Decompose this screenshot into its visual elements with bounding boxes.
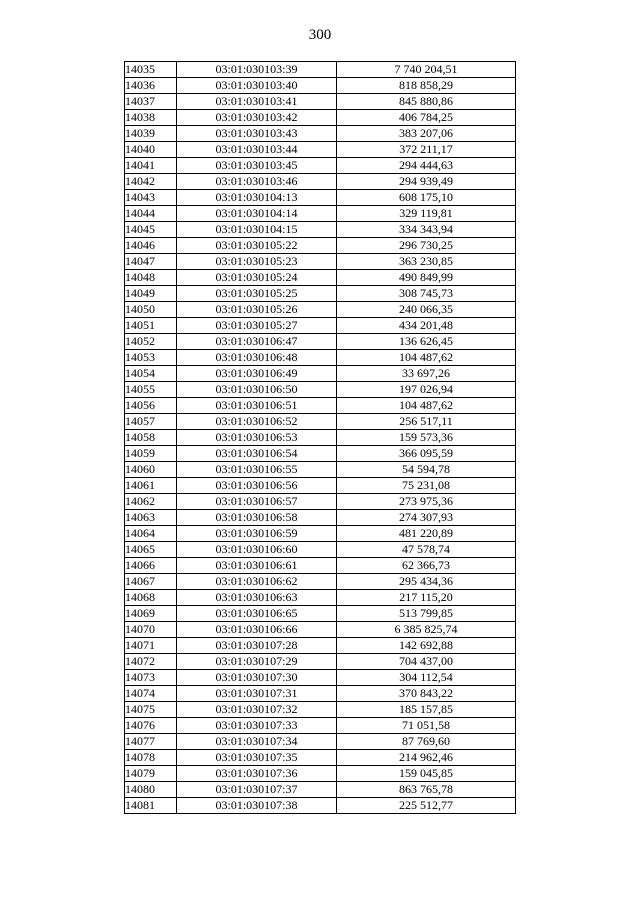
table-row [125, 510, 516, 526]
row-number-cell: 14058 [125, 430, 177, 446]
cadastral-number-cell: 03:01:030103:42 [177, 110, 337, 126]
cadastral-value-cell: 863 765,78 [337, 782, 516, 798]
table-row [125, 110, 516, 126]
table-row [125, 174, 516, 190]
row-number-cell: 14054 [125, 366, 177, 382]
table-row [125, 78, 516, 94]
table-row [125, 158, 516, 174]
cadastral-number-cell: 03:01:030103:43 [177, 126, 337, 142]
cadastral-number-cell: 03:01:030107:36 [177, 766, 337, 782]
row-number-cell: 14041 [125, 158, 177, 174]
row-number-cell: 14055 [125, 382, 177, 398]
table-row [125, 590, 516, 606]
cadastral-value-cell: 434 201,48 [337, 318, 516, 334]
row-number-cell: 14056 [125, 398, 177, 414]
row-number-cell: 14057 [125, 414, 177, 430]
cadastral-value-cell: 372 211,17 [337, 142, 516, 158]
cadastral-value-cell: 608 175,10 [337, 190, 516, 206]
table-row [125, 62, 516, 78]
row-number-cell: 14075 [125, 702, 177, 718]
cadastral-value-cell: 363 230,85 [337, 254, 516, 270]
row-number-cell: 14062 [125, 494, 177, 510]
table-row [125, 270, 516, 286]
cadastral-value-cell: 294 444,63 [337, 158, 516, 174]
table-row [125, 686, 516, 702]
row-number-cell: 14052 [125, 334, 177, 350]
row-number-cell: 14073 [125, 670, 177, 686]
row-number-cell: 14044 [125, 206, 177, 222]
row-number-cell: 14035 [125, 62, 177, 78]
row-number-cell: 14046 [125, 238, 177, 254]
cadastral-number-cell: 03:01:030103:41 [177, 94, 337, 110]
table-row [125, 446, 516, 462]
table-row [125, 606, 516, 622]
table-row [125, 430, 516, 446]
cadastral-number-cell: 03:01:030106:55 [177, 462, 337, 478]
cadastral-number-cell: 03:01:030107:34 [177, 734, 337, 750]
cadastral-number-cell: 03:01:030106:53 [177, 430, 337, 446]
table-row [125, 254, 516, 270]
cadastral-number-cell: 03:01:030106:50 [177, 382, 337, 398]
table-row [125, 718, 516, 734]
cadastral-value-cell: 7 740 204,51 [337, 62, 516, 78]
cadastral-number-cell: 03:01:030106:59 [177, 526, 337, 542]
row-number-cell: 14060 [125, 462, 177, 478]
row-number-cell: 14079 [125, 766, 177, 782]
table-row [125, 366, 516, 382]
cadastral-value-cell: 704 437,00 [337, 654, 516, 670]
cadastral-number-cell: 03:01:030105:27 [177, 318, 337, 334]
table-row [125, 622, 516, 638]
table-row [125, 302, 516, 318]
cadastral-number-cell: 03:01:030106:48 [177, 350, 337, 366]
cadastral-value-cell: 308 745,73 [337, 286, 516, 302]
row-number-cell: 14053 [125, 350, 177, 366]
cadastral-value-cell: 383 207,06 [337, 126, 516, 142]
table-row [125, 94, 516, 110]
table-row [125, 414, 516, 430]
cadastral-number-cell: 03:01:030103:40 [177, 78, 337, 94]
cadastral-value-cell: 295 434,36 [337, 574, 516, 590]
page-number: 300 [308, 27, 332, 43]
row-number-cell: 14078 [125, 750, 177, 766]
cadastral-value-cell: 159 045,85 [337, 766, 516, 782]
table-row [125, 558, 516, 574]
row-number-cell: 14050 [125, 302, 177, 318]
cadastral-value-cell: 217 115,20 [337, 590, 516, 606]
cadastral-value-cell: 818 858,29 [337, 78, 516, 94]
cadastral-value-cell: 71 051,58 [337, 718, 516, 734]
row-number-cell: 14074 [125, 686, 177, 702]
cadastral-value-cell: 87 769,60 [337, 734, 516, 750]
cadastral-value-cell: 329 119,81 [337, 206, 516, 222]
cadastral-value-table [124, 61, 516, 814]
cadastral-value-cell: 159 573,36 [337, 430, 516, 446]
row-number-cell: 14040 [125, 142, 177, 158]
row-number-cell: 14070 [125, 622, 177, 638]
cadastral-value-cell: 481 220,89 [337, 526, 516, 542]
cadastral-value-cell: 240 066,35 [337, 302, 516, 318]
row-number-cell: 14051 [125, 318, 177, 334]
table-row [125, 654, 516, 670]
cadastral-number-cell: 03:01:030107:28 [177, 638, 337, 654]
cadastral-value-cell: 490 849,99 [337, 270, 516, 286]
cadastral-number-cell: 03:01:030105:23 [177, 254, 337, 270]
cadastral-number-cell: 03:01:030105:25 [177, 286, 337, 302]
row-number-cell: 14069 [125, 606, 177, 622]
cadastral-number-cell: 03:01:030104:15 [177, 222, 337, 238]
table-row [125, 206, 516, 222]
cadastral-number-cell: 03:01:030106:66 [177, 622, 337, 638]
cadastral-number-cell: 03:01:030105:26 [177, 302, 337, 318]
table-row [125, 142, 516, 158]
row-number-cell: 14037 [125, 94, 177, 110]
row-number-cell: 14077 [125, 734, 177, 750]
cadastral-number-cell: 03:01:030106:60 [177, 542, 337, 558]
cadastral-number-cell: 03:01:030104:13 [177, 190, 337, 206]
cadastral-number-cell: 03:01:030106:56 [177, 478, 337, 494]
cadastral-value-cell: 845 880,86 [337, 94, 516, 110]
cadastral-number-cell: 03:01:030103:44 [177, 142, 337, 158]
cadastral-value-cell: 513 799,85 [337, 606, 516, 622]
cadastral-number-cell: 03:01:030106:62 [177, 574, 337, 590]
table-row [125, 126, 516, 142]
cadastral-number-cell: 03:01:030103:39 [177, 62, 337, 78]
table-row [125, 526, 516, 542]
table-row [125, 494, 516, 510]
table-row [125, 478, 516, 494]
cadastral-number-cell: 03:01:030107:37 [177, 782, 337, 798]
row-number-cell: 14080 [125, 782, 177, 798]
row-number-cell: 14042 [125, 174, 177, 190]
row-number-cell: 14063 [125, 510, 177, 526]
cadastral-number-cell: 03:01:030106:52 [177, 414, 337, 430]
cadastral-number-cell: 03:01:030103:45 [177, 158, 337, 174]
cadastral-number-cell: 03:01:030106:54 [177, 446, 337, 462]
table-row [125, 638, 516, 654]
row-number-cell: 14043 [125, 190, 177, 206]
cadastral-value-cell: 214 962,46 [337, 750, 516, 766]
cadastral-number-cell: 03:01:030106:61 [177, 558, 337, 574]
row-number-cell: 14065 [125, 542, 177, 558]
cadastral-number-cell: 03:01:030107:30 [177, 670, 337, 686]
cadastral-value-cell: 197 026,94 [337, 382, 516, 398]
cadastral-value-cell: 136 626,45 [337, 334, 516, 350]
table-row [125, 750, 516, 766]
table-row [125, 670, 516, 686]
cadastral-number-cell: 03:01:030107:38 [177, 798, 337, 814]
row-number-cell: 14068 [125, 590, 177, 606]
cadastral-value-cell: 370 843,22 [337, 686, 516, 702]
cadastral-value-cell: 406 784,25 [337, 110, 516, 126]
cadastral-number-cell: 03:01:030107:29 [177, 654, 337, 670]
row-number-cell: 14059 [125, 446, 177, 462]
cadastral-value-cell: 273 975,36 [337, 494, 516, 510]
cadastral-value-cell: 185 157,85 [337, 702, 516, 718]
cadastral-value-cell: 334 343,94 [337, 222, 516, 238]
row-number-cell: 14061 [125, 478, 177, 494]
cadastral-value-cell: 256 517,11 [337, 414, 516, 430]
table-row [125, 238, 516, 254]
cadastral-value-cell: 304 112,54 [337, 670, 516, 686]
table-row [125, 782, 516, 798]
cadastral-value-cell: 142 692,88 [337, 638, 516, 654]
table-row [125, 734, 516, 750]
cadastral-number-cell: 03:01:030106:58 [177, 510, 337, 526]
cadastral-value-cell: 225 512,77 [337, 798, 516, 814]
cadastral-number-cell: 03:01:030103:46 [177, 174, 337, 190]
table-row [125, 702, 516, 718]
row-number-cell: 14067 [125, 574, 177, 590]
table-row [125, 398, 516, 414]
cadastral-value-cell: 104 487,62 [337, 398, 516, 414]
cadastral-value-cell: 54 594,78 [337, 462, 516, 478]
cadastral-value-cell: 274 307,93 [337, 510, 516, 526]
table-row [125, 222, 516, 238]
cadastral-number-cell: 03:01:030107:31 [177, 686, 337, 702]
cadastral-value-cell: 6 385 825,74 [337, 622, 516, 638]
table-row [125, 798, 516, 814]
cadastral-number-cell: 03:01:030107:33 [177, 718, 337, 734]
row-number-cell: 14071 [125, 638, 177, 654]
cadastral-value-cell: 47 578,74 [337, 542, 516, 558]
row-number-cell: 14081 [125, 798, 177, 814]
cadastral-number-cell: 03:01:030106:65 [177, 606, 337, 622]
cadastral-value-cell: 62 366,73 [337, 558, 516, 574]
table-row [125, 318, 516, 334]
cadastral-number-cell: 03:01:030105:22 [177, 238, 337, 254]
cadastral-number-cell: 03:01:030106:49 [177, 366, 337, 382]
row-number-cell: 14038 [125, 110, 177, 126]
table-row [125, 462, 516, 478]
cadastral-value-cell: 294 939,49 [337, 174, 516, 190]
row-number-cell: 14049 [125, 286, 177, 302]
row-number-cell: 14045 [125, 222, 177, 238]
table-row [125, 190, 516, 206]
table-body [125, 62, 516, 814]
table-row [125, 382, 516, 398]
cadastral-number-cell: 03:01:030107:35 [177, 750, 337, 766]
cadastral-number-cell: 03:01:030104:14 [177, 206, 337, 222]
cadastral-number-cell: 03:01:030106:57 [177, 494, 337, 510]
table-row [125, 286, 516, 302]
row-number-cell: 14076 [125, 718, 177, 734]
row-number-cell: 14036 [125, 78, 177, 94]
table-row [125, 334, 516, 350]
cadastral-number-cell: 03:01:030106:63 [177, 590, 337, 606]
cadastral-value-cell: 296 730,25 [337, 238, 516, 254]
row-number-cell: 14048 [125, 270, 177, 286]
row-number-cell: 14072 [125, 654, 177, 670]
cadastral-number-cell: 03:01:030105:24 [177, 270, 337, 286]
row-number-cell: 14066 [125, 558, 177, 574]
cadastral-value-cell: 366 095,59 [337, 446, 516, 462]
table-row [125, 350, 516, 366]
row-number-cell: 14064 [125, 526, 177, 542]
cadastral-value-cell: 75 231,08 [337, 478, 516, 494]
cadastral-number-cell: 03:01:030106:47 [177, 334, 337, 350]
table-row [125, 574, 516, 590]
row-number-cell: 14039 [125, 126, 177, 142]
table-row [125, 542, 516, 558]
cadastral-number-cell: 03:01:030107:32 [177, 702, 337, 718]
row-number-cell: 14047 [125, 254, 177, 270]
cadastral-value-cell: 33 697,26 [337, 366, 516, 382]
cadastral-number-cell: 03:01:030106:51 [177, 398, 337, 414]
cadastral-value-cell: 104 487,62 [337, 350, 516, 366]
table-row [125, 766, 516, 782]
